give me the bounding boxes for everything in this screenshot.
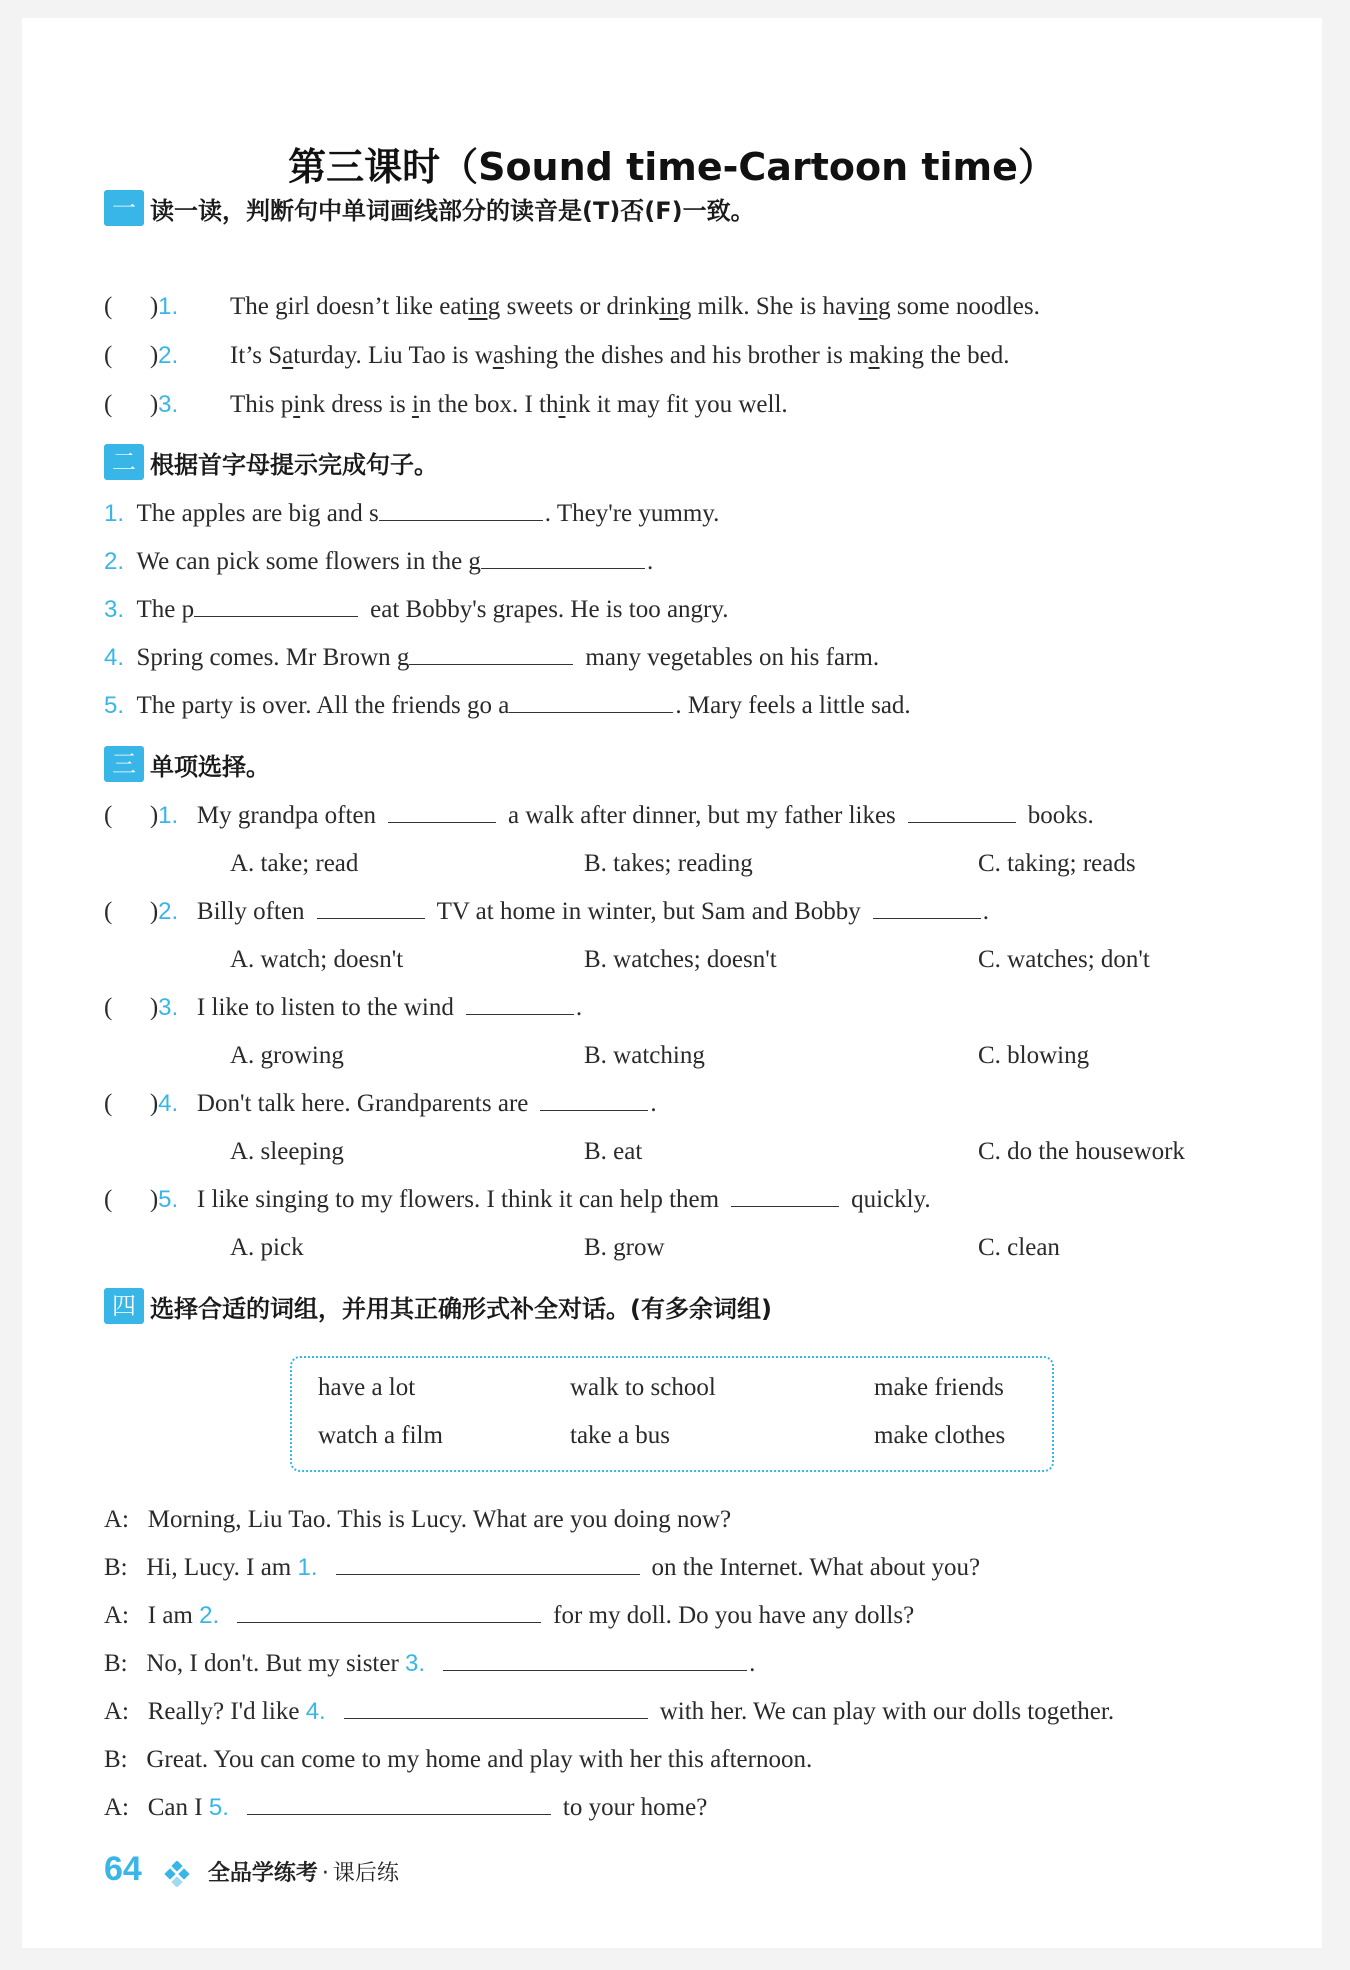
judge-sentence-3: This pink dress is in the box. I think it may fit you well.	[230, 391, 788, 418]
fill-item-4	[104, 644, 879, 672]
speaker-label: A:	[104, 1506, 129, 1533]
answer-blank[interactable]	[443, 1669, 747, 1671]
item-number: 2.	[199, 1602, 220, 1629]
word-bank-item: walk to school	[570, 1374, 716, 1401]
item-number: 5.	[104, 692, 125, 719]
dialogue-line-7	[104, 1794, 707, 1822]
sentence-part: The p	[136, 596, 195, 623]
item-number: 1.	[158, 293, 179, 320]
fill-item-2	[104, 548, 653, 576]
speaker-label: A:	[104, 1698, 129, 1725]
option-a[interactable]: A. take; read	[230, 850, 359, 877]
dialogue-text: .	[749, 1650, 756, 1677]
word-bank-item: watch a film	[318, 1422, 443, 1449]
question-text: .	[575, 994, 583, 1021]
word-bank-item: have a lot	[318, 1374, 416, 1401]
sentence-part: We can pick some flowers in the g	[136, 548, 481, 575]
answer-paren[interactable]: ( )	[104, 293, 159, 320]
fill-item-3	[104, 596, 729, 624]
item-number: 1.	[297, 1554, 318, 1581]
question-text: a walk after dinner, but my father likes	[508, 802, 896, 829]
section-1-header	[104, 190, 755, 226]
question-text: books.	[1027, 802, 1094, 829]
answer-blank[interactable]	[908, 821, 1016, 823]
section-badge: 三	[104, 746, 144, 782]
answer-blank[interactable]	[247, 1813, 551, 1815]
sentence-part: eat Bobby's grapes. He is too angry.	[370, 596, 729, 623]
diamond-icon	[164, 1861, 190, 1892]
dialogue-line-6	[104, 1746, 812, 1774]
item-number: 1.	[158, 802, 179, 829]
speaker-label: B:	[104, 1746, 128, 1773]
worksheet-page	[22, 18, 1322, 1948]
choice-question-1	[104, 802, 1094, 830]
answer-blank[interactable]	[336, 1573, 640, 1575]
dialogue-text: I am	[147, 1602, 193, 1629]
speaker-label: B:	[104, 1650, 128, 1677]
section-heading: 根据首字母提示完成句子。	[150, 450, 438, 479]
dialogue-text: Hi, Lucy. I am	[146, 1554, 292, 1581]
answer-paren[interactable]: ( )	[104, 1186, 159, 1213]
page-footer	[104, 1850, 399, 1892]
option-b[interactable]: B. grow	[584, 1234, 665, 1261]
option-a[interactable]: A. sleeping	[230, 1138, 344, 1165]
option-c[interactable]: C. do the housework	[978, 1138, 1185, 1165]
option-a[interactable]: A. growing	[230, 1042, 344, 1069]
item-number: 4.	[104, 644, 125, 671]
question-text: I like singing to my flowers. I think it can help them	[196, 1186, 720, 1213]
answer-paren[interactable]: ( )	[104, 342, 159, 369]
item-number: 3.	[405, 1650, 426, 1677]
sentence-part: Spring comes. Mr Brown g	[136, 644, 410, 671]
footer-dot: ·	[321, 1861, 329, 1886]
speaker-label: B:	[104, 1554, 128, 1581]
word-bank-item: make clothes	[874, 1422, 1006, 1449]
question-text: TV at home in winter, but Sam and Bobby	[436, 898, 861, 925]
section-heading: 选择合适的词组，并用其正确形式补全对话。(有多余词组)	[150, 1294, 772, 1323]
answer-blank[interactable]	[344, 1717, 648, 1719]
dialogue-text: No, I don't. But my sister	[146, 1650, 399, 1677]
option-c[interactable]: C. taking; reads	[978, 850, 1136, 877]
item-number: 1.	[104, 500, 125, 527]
question-text: Billy often	[196, 898, 305, 925]
dialogue-text: Can I	[147, 1794, 203, 1821]
item-number: 2.	[158, 898, 179, 925]
word-bank-item: take a bus	[570, 1422, 670, 1449]
answer-paren[interactable]: ( )	[104, 1090, 159, 1117]
word-bank-item: make friends	[874, 1374, 1004, 1401]
judge-item-1	[104, 293, 178, 321]
question-text: My grandpa often	[196, 802, 377, 829]
section-4-header	[104, 1288, 772, 1324]
item-number: 5.	[158, 1186, 179, 1213]
option-b[interactable]: B. takes; reading	[584, 850, 753, 877]
dialogue-line-1	[104, 1506, 731, 1534]
dialogue-line-2	[104, 1554, 980, 1582]
section-3-header	[104, 746, 270, 782]
answer-paren[interactable]: ( )	[104, 898, 159, 925]
dialogue-line-4	[104, 1650, 755, 1678]
answer-blank[interactable]	[731, 1205, 839, 1207]
answer-blank[interactable]	[481, 567, 645, 569]
section-badge: 二	[104, 444, 144, 480]
answer-blank[interactable]	[194, 615, 358, 617]
dialogue-line-3	[104, 1602, 914, 1630]
sentence-part: many vegetables on his farm.	[585, 644, 880, 671]
item-number: 3.	[104, 596, 125, 623]
judge-sentence-2: It’s Saturday. Liu Tao is washing the dishes and his brother is making the bed.	[230, 342, 1010, 369]
answer-paren[interactable]: ( )	[104, 994, 159, 1021]
sentence-part: The apples are big and s	[136, 500, 379, 527]
dialogue-text: Really? I'd like	[147, 1698, 300, 1725]
sentence-part: .	[646, 548, 654, 575]
choice-question-4	[104, 1090, 657, 1118]
sentence-part: The party is over. All the friends go a	[136, 692, 510, 719]
section-heading: 单项选择。	[150, 752, 270, 781]
speaker-label: A:	[104, 1602, 129, 1629]
answer-paren[interactable]: ( )	[104, 802, 159, 829]
dialogue-text: Morning, Liu Tao. This is Lucy. What are you doing now?	[147, 1506, 732, 1533]
judge-item-2	[104, 342, 178, 370]
option-c[interactable]: C. blowing	[978, 1042, 1090, 1069]
option-c[interactable]: C. watches; don't	[978, 946, 1150, 973]
dialogue-text: on the Internet. What about you?	[651, 1554, 981, 1581]
choice-question-5	[104, 1186, 931, 1214]
page-title: 第三课时（Sound time-Cartoon time）	[288, 145, 1056, 189]
item-number: 5.	[208, 1794, 229, 1821]
brand-name: 全品学练考	[207, 1861, 318, 1886]
judge-item-3	[104, 391, 178, 419]
question-text: .	[982, 898, 989, 925]
option-c[interactable]: C. clean	[978, 1234, 1060, 1261]
answer-blank[interactable]	[409, 663, 573, 665]
dialogue-text: for my doll. Do you have any dolls?	[553, 1602, 915, 1629]
option-b[interactable]: B. watching	[584, 1042, 705, 1069]
dialogue-text: Great. You can come to my home and play with her this afternoon.	[146, 1746, 813, 1773]
item-number: 2.	[158, 342, 179, 369]
sentence-part: . They're yummy.	[544, 500, 720, 527]
section-heading: 读一读，判断句中单词画线部分的读音是(T)否(F)一致。	[150, 196, 755, 225]
section-badge: 四	[104, 1288, 144, 1324]
item-number: 4.	[305, 1698, 326, 1725]
choice-question-3	[104, 994, 582, 1022]
answer-paren[interactable]: ( )	[104, 391, 159, 418]
answer-blank[interactable]	[873, 917, 981, 919]
speaker-label: A:	[104, 1794, 129, 1821]
item-number: 4.	[158, 1090, 179, 1117]
sentence-part: . Mary feels a little sad.	[675, 692, 911, 719]
section-2-header	[104, 444, 438, 480]
option-b[interactable]: B. eat	[584, 1138, 643, 1165]
item-number: 3.	[158, 994, 179, 1021]
answer-blank[interactable]	[509, 711, 673, 713]
answer-blank[interactable]	[540, 1109, 648, 1111]
fill-item-5	[104, 692, 911, 720]
judge-sentence-1: The girl doesn’t like eating sweets or drinking milk. She is having some noodles.	[230, 293, 1040, 320]
dialogue-line-5	[104, 1698, 1114, 1726]
answer-blank[interactable]	[466, 1013, 574, 1015]
dialogue-text: with her. We can play with our dolls together.	[659, 1698, 1115, 1725]
question-text: I like to listen to the wind	[196, 994, 454, 1021]
choice-question-2	[104, 898, 989, 926]
item-number: 2.	[104, 548, 125, 575]
answer-blank[interactable]	[379, 519, 543, 521]
item-number: 3.	[158, 391, 179, 418]
option-a[interactable]: A. pick	[230, 1234, 304, 1261]
answer-blank[interactable]	[317, 917, 425, 919]
question-text: .	[650, 1090, 657, 1117]
answer-blank[interactable]	[237, 1621, 541, 1623]
option-a[interactable]: A. watch; doesn't	[230, 946, 404, 973]
answer-blank[interactable]	[388, 821, 496, 823]
dialogue-text: to your home?	[562, 1794, 708, 1821]
section-badge: 一	[104, 190, 144, 226]
question-text: quickly.	[851, 1186, 931, 1213]
page-number: 64	[104, 1850, 142, 1888]
footer-subtitle: 课后练	[332, 1861, 399, 1886]
fill-item-1	[104, 500, 719, 528]
option-b[interactable]: B. watches; doesn't	[584, 946, 777, 973]
question-text: Don't talk here. Grandparents are	[196, 1090, 529, 1117]
